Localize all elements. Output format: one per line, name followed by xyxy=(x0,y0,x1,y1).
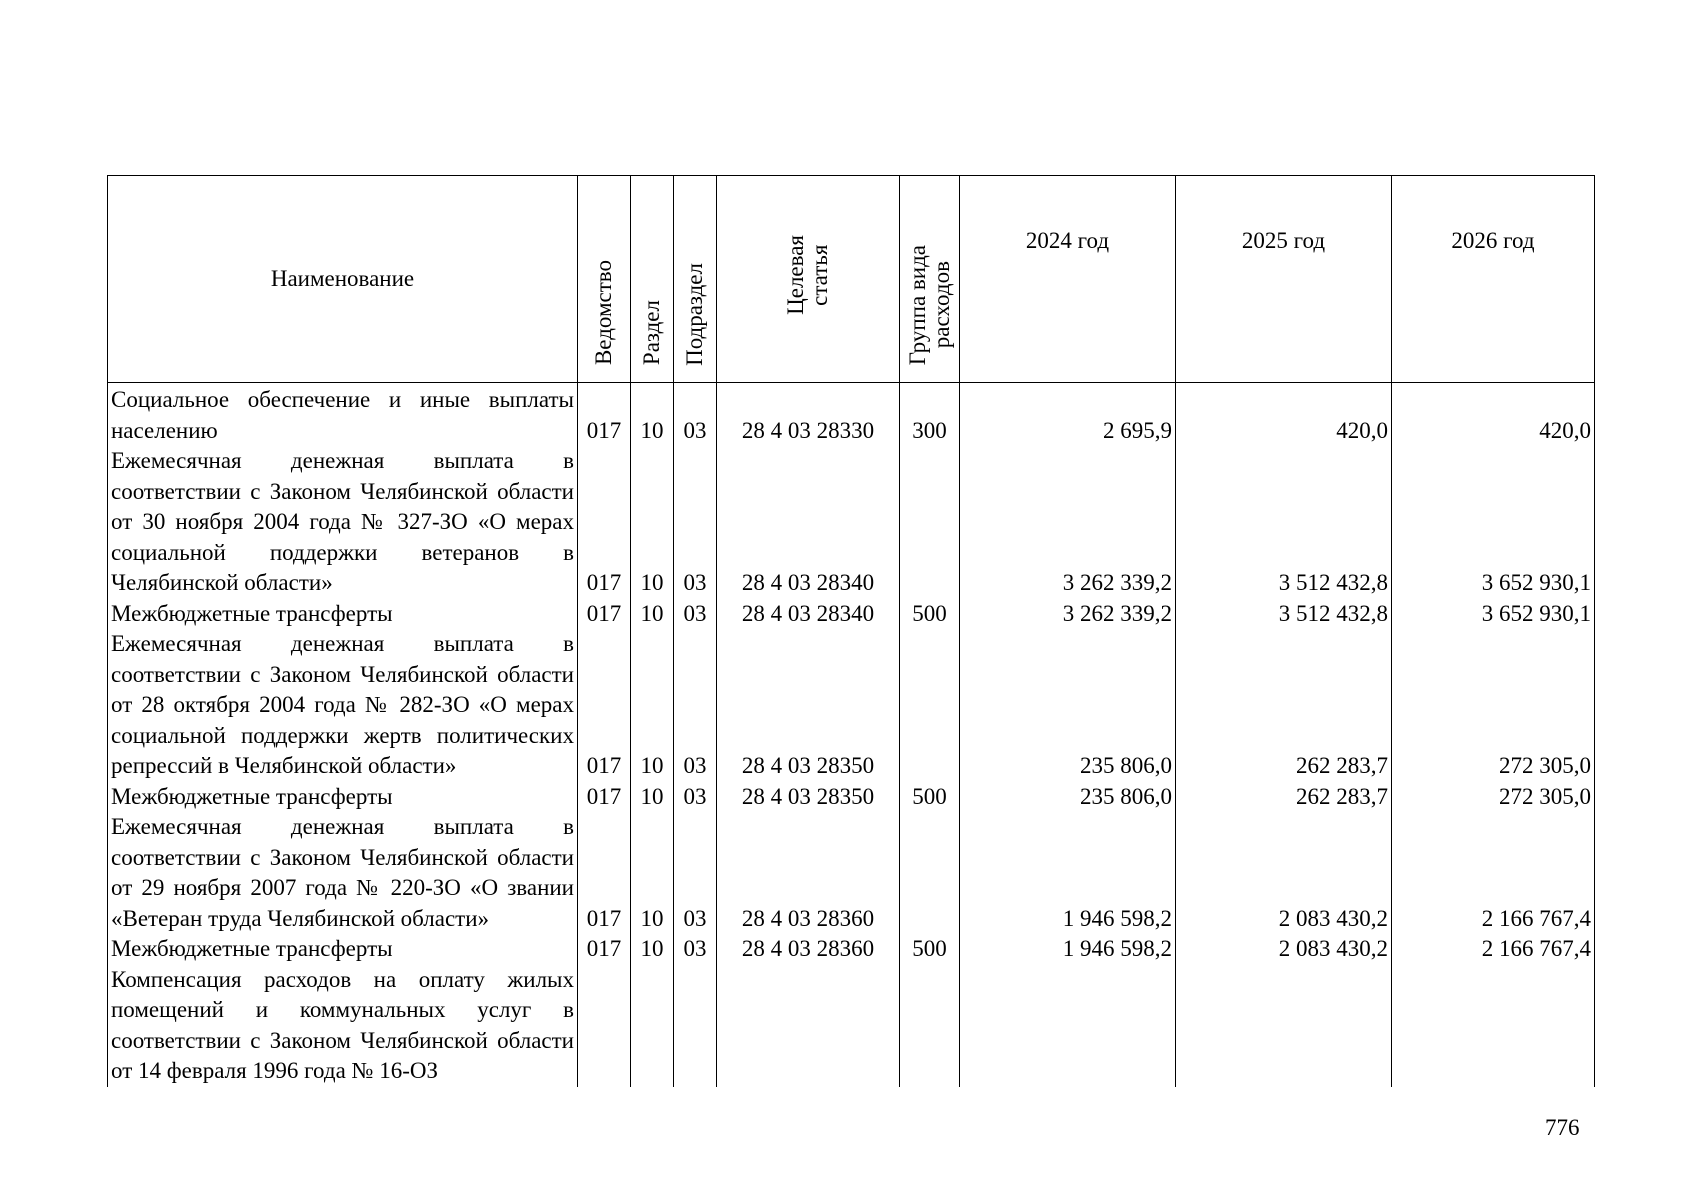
row-vedomstvo: 017 xyxy=(578,629,631,782)
row-podrazdel: 03 xyxy=(674,446,717,599)
table-row xyxy=(108,812,1595,934)
row-2026: 2 166 767,4 xyxy=(1392,934,1595,965)
row-2026: 272 305,0 xyxy=(1392,629,1595,782)
row-name: Ежемесячная денежная выплата в соответствии с Законом Челябинской области от 29 ноября 2007 года № 220-ЗО «О звании «Ветеран труда Челябинской области» xyxy=(108,812,578,934)
row-tselevaya-statya: 28 4 03 28360 xyxy=(717,934,900,965)
table-row xyxy=(108,599,1595,630)
row-razdel: 10 xyxy=(631,383,674,447)
row-podrazdel: 03 xyxy=(674,782,717,813)
row-vedomstvo: 017 xyxy=(578,812,631,934)
header-podrazdel: Подраздел xyxy=(674,176,717,383)
table-row xyxy=(108,383,1595,447)
row-2026: 3 652 930,1 xyxy=(1392,599,1595,630)
row-2026 xyxy=(1392,965,1595,1087)
row-2024 xyxy=(960,965,1176,1087)
row-name: Ежемесячная денежная выплата в соответствии с Законом Челябинской области от 30 ноября 2004 года № 327-ЗО «О мерах социальной поддержки ветеранов в Челябинской области» xyxy=(108,446,578,599)
header-gruppa-vida-rashodov: Группа вида расходов xyxy=(900,176,960,383)
row-gruppa-vida: 500 xyxy=(900,782,960,813)
row-podrazdel: 03 xyxy=(674,599,717,630)
row-podrazdel xyxy=(674,965,717,1087)
row-podrazdel: 03 xyxy=(674,383,717,447)
row-gruppa-vida: 500 xyxy=(900,934,960,965)
budget-table xyxy=(107,175,1595,1087)
row-tselevaya-statya: 28 4 03 28350 xyxy=(717,629,900,782)
row-razdel: 10 xyxy=(631,599,674,630)
row-vedomstvo: 017 xyxy=(578,934,631,965)
row-razdel xyxy=(631,965,674,1087)
row-tselevaya-statya xyxy=(717,965,900,1087)
row-tselevaya-statya: 28 4 03 28360 xyxy=(717,812,900,934)
row-2025 xyxy=(1176,965,1392,1087)
row-name: Компенсация расходов на оплату жилых помещений и коммунальных услуг в соответствии с Законом Челябинской области от 14 февраля 1996 года № 16-ОЗ xyxy=(108,965,578,1087)
row-2025: 3 512 432,8 xyxy=(1176,599,1392,630)
row-2024: 235 806,0 xyxy=(960,629,1176,782)
table-row xyxy=(108,782,1595,813)
row-razdel: 10 xyxy=(631,446,674,599)
row-name: Социальное обеспечение и иные выплаты населению xyxy=(108,383,578,447)
row-razdel: 10 xyxy=(631,629,674,782)
header-2026: 2026 год xyxy=(1392,176,1595,383)
row-name: Межбюджетные трансферты xyxy=(108,934,578,965)
row-vedomstvo: 017 xyxy=(578,599,631,630)
row-2026: 3 652 930,1 xyxy=(1392,446,1595,599)
header-tselevaya-statya: Целевая статья xyxy=(717,176,900,383)
row-name: Ежемесячная денежная выплата в соответствии с Законом Челябинской области от 28 октября 2004 года № 282-ЗО «О мерах социальной поддержки жертв политических репрессий в Челябинской области» xyxy=(108,629,578,782)
table-row xyxy=(108,629,1595,782)
row-gruppa-vida: 300 xyxy=(900,383,960,447)
row-2024: 1 946 598,2 xyxy=(960,934,1176,965)
row-name: Межбюджетные трансферты xyxy=(108,782,578,813)
row-tselevaya-statya: 28 4 03 28330 xyxy=(717,383,900,447)
page-number: 776 xyxy=(1545,1115,1580,1140)
row-gruppa-vida xyxy=(900,965,960,1087)
row-name: Межбюджетные трансферты xyxy=(108,599,578,630)
row-podrazdel: 03 xyxy=(674,812,717,934)
row-2026: 420,0 xyxy=(1392,383,1595,447)
table-row xyxy=(108,965,1595,1087)
row-gruppa-vida xyxy=(900,446,960,599)
table-row xyxy=(108,934,1595,965)
row-vedomstvo xyxy=(578,965,631,1087)
header-vedomstvo: Ведомство xyxy=(578,176,631,383)
row-2025: 2 083 430,2 xyxy=(1176,812,1392,934)
row-tselevaya-statya: 28 4 03 28350 xyxy=(717,782,900,813)
header-name: Наименование xyxy=(108,176,578,383)
row-vedomstvo: 017 xyxy=(578,782,631,813)
row-2025: 420,0 xyxy=(1176,383,1392,447)
header-row xyxy=(108,176,1595,383)
row-2026: 2 166 767,4 xyxy=(1392,812,1595,934)
row-vedomstvo: 017 xyxy=(578,383,631,447)
row-gruppa-vida: 500 xyxy=(900,599,960,630)
row-2024: 2 695,9 xyxy=(960,383,1176,447)
row-gruppa-vida xyxy=(900,629,960,782)
row-2024: 3 262 339,2 xyxy=(960,599,1176,630)
header-2025: 2025 год xyxy=(1176,176,1392,383)
header-2024: 2024 год xyxy=(960,176,1176,383)
row-2025: 262 283,7 xyxy=(1176,782,1392,813)
row-razdel: 10 xyxy=(631,812,674,934)
row-tselevaya-statya: 28 4 03 28340 xyxy=(717,599,900,630)
row-gruppa-vida xyxy=(900,812,960,934)
row-razdel: 10 xyxy=(631,934,674,965)
row-2024: 235 806,0 xyxy=(960,782,1176,813)
row-tselevaya-statya: 28 4 03 28340 xyxy=(717,446,900,599)
row-2025: 2 083 430,2 xyxy=(1176,934,1392,965)
row-2024: 1 946 598,2 xyxy=(960,812,1176,934)
row-podrazdel: 03 xyxy=(674,934,717,965)
row-razdel: 10 xyxy=(631,782,674,813)
row-2026: 272 305,0 xyxy=(1392,782,1595,813)
row-podrazdel: 03 xyxy=(674,629,717,782)
row-2024: 3 262 339,2 xyxy=(960,446,1176,599)
row-2025: 262 283,7 xyxy=(1176,629,1392,782)
header-razdel: Раздел xyxy=(631,176,674,383)
row-2025: 3 512 432,8 xyxy=(1176,446,1392,599)
row-vedomstvo: 017 xyxy=(578,446,631,599)
table-row xyxy=(108,446,1595,599)
